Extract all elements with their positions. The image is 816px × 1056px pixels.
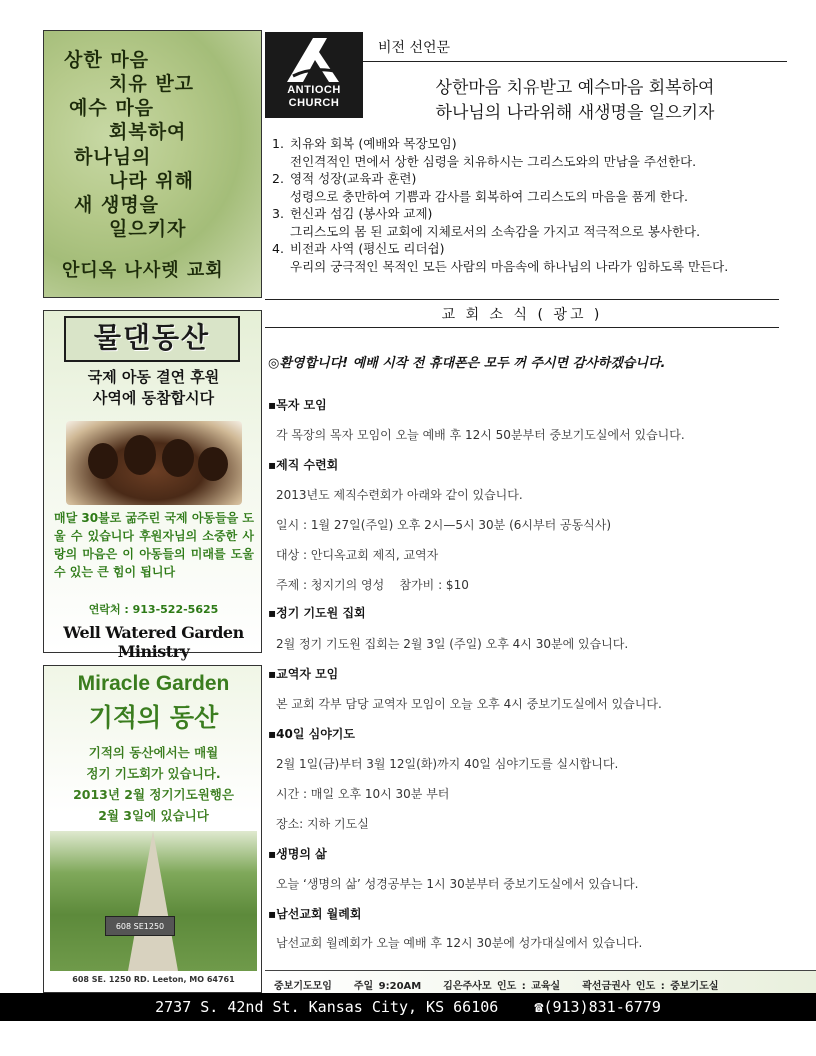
vision-line: 하나님의: [74, 146, 152, 168]
section-line: 장소: 지하 기도실: [276, 817, 369, 831]
vision-line: 회복하여: [109, 121, 187, 143]
section-title: ▪제직 수련회: [268, 458, 339, 472]
section-line: 2월 1일(금)부터 3월 12일(화)까지 40일 심야기도를 실시합니다.: [276, 757, 619, 771]
goals-list: [272, 135, 787, 275]
sponsorship-ad: [43, 310, 262, 661]
section-line: 주제 : 청지기의 영성 참가비 : $10: [276, 578, 469, 592]
ad-title: 물댄동산: [93, 321, 211, 354]
goal-item: 1. 치유와 회복 (예배와 목장모임): [272, 136, 457, 151]
section-title: ▪남선교회 월례회: [268, 907, 362, 921]
goal-desc: 그리스도의 몸 된 교회에 지체로서의 소속감을 가지고 적극적으로 봉사한다.: [290, 223, 701, 239]
ad-body: 매달 30불로 굶주린 국제 아동들을 도울 수 있습니다 후원자님의 소중한 사랑의 마음은 이 아동들의 미래를 도울 수 있는 큰 힘이 됩니다: [54, 511, 254, 579]
section-title: ▪정기 기도원 집회: [268, 606, 366, 620]
section-title: ▪목자 모임: [268, 398, 327, 412]
goal-item: 4. 비전과 사역 (평신도 리더쉽): [272, 241, 445, 256]
vision-panel: [43, 30, 262, 298]
divider: [265, 299, 779, 300]
section-line: 본 교회 각부 담당 교역자 모임이 오늘 오후 4시 중보기도실에서 있습니다.: [276, 697, 662, 711]
welcome-notice: ◎환영합니다! 예배 시작 전 휴대폰은 모두 꺼 주시면 감사하겠습니다.: [268, 356, 666, 371]
section-title: ▪40일 심야기도: [268, 727, 355, 741]
section-line: 남선교회 월례회가 오늘 예배 후 12시 30분에 성가대실에서 있습니다.: [276, 936, 643, 950]
vision-line: 일으키자: [109, 218, 187, 240]
garden-road-photo: [50, 831, 257, 971]
children-photo: [66, 421, 242, 505]
divider: [363, 61, 787, 62]
goal-item: 3. 헌신과 섬김 (봉사와 교제): [272, 206, 433, 221]
ministry-name: Well Watered Garden Ministry: [63, 623, 244, 661]
vision-statement: [363, 76, 787, 126]
section-line: 오늘 ‘생명의 삶’ 성경공부는 1시 30분부터 중보기도실에서 있습니다.: [276, 877, 639, 891]
ad-contact: 연락처 : 913-522-5625: [88, 603, 219, 616]
statement-line: 하나님의 나라위해 새생명을 일으키자: [435, 103, 715, 123]
garden-body-line: 2013년 2월 정기기도원행은: [73, 787, 234, 802]
goal-item: 2. 영적 성장(교육과 훈련): [272, 171, 417, 186]
section-line: 2월 정기 기도원 집회는 2월 3일 (주일) 오후 4시 30분에 있습니다.: [276, 637, 629, 651]
garden-body-line: 정기 기도회가 있습니다.: [86, 766, 221, 781]
section-line: 대상 : 안디옥교회 제직, 교역자: [276, 548, 439, 562]
vision-line: 상한 마음: [64, 49, 150, 71]
garden-title-en: Miracle Garden: [77, 672, 230, 695]
logo-a-icon: [283, 36, 343, 84]
vision-heading: 비전 선언문: [378, 40, 451, 56]
garden-address: 608 SE. 1250 RD. Leeton, MO 64761: [72, 975, 235, 984]
mailbox-sign: 608 SE1250: [105, 916, 175, 936]
address-footer: 2737 S. 42nd St. Kansas City, KS 66106 ☎(913)831-6779: [0, 993, 816, 1021]
news-heading: 교 회 소 식 ( 광고 ): [441, 307, 603, 323]
garden-body-line: 기적의 동산에서는 매월: [88, 745, 219, 760]
section-title: ▪교역자 모임: [268, 667, 339, 681]
ad-title-box: [64, 316, 240, 362]
garden-title-ko: 기적의 동산: [88, 703, 219, 732]
section-line: 시간 : 매일 오후 10시 30분 부터: [276, 787, 450, 801]
section-line: 일시 : 1월 27일(주일) 오후 2시—5시 30분 (6시부터 공동식사): [276, 518, 612, 532]
road-shape: [128, 831, 178, 971]
divider: [265, 327, 779, 328]
logo-line: ANTIOCH: [287, 84, 341, 96]
garden-body: [44, 742, 263, 826]
section-line: 각 목장의 목자 모임이 오늘 예배 후 12시 50분부터 중보기도실에서 있습니다.: [276, 428, 685, 442]
vision-line: 치유 받고: [109, 73, 195, 95]
goal-desc: 우리의 궁극적인 목적인 모든 사람의 마음속에 하나님의 나라가 임하도록 만든다.: [290, 258, 729, 274]
ad-subtitle: 국제 아동 결연 후원 사역에 동참합시다: [87, 368, 220, 407]
vision-line: 나라 위해: [109, 170, 195, 192]
section-line: 2013년도 제직수련회가 아래와 같이 있습니다.: [276, 488, 523, 502]
garden-body-line: 2월 3일에 있습니다: [98, 808, 209, 823]
section-title: ▪생명의 삶: [268, 847, 327, 861]
miracle-garden-panel: [43, 665, 262, 993]
logo-line: CHURCH: [288, 97, 340, 109]
statement-line: 상한마음 치유받고 예수마음 회복하여: [435, 78, 715, 98]
church-name: 안디옥 나사렛 교회: [62, 260, 224, 281]
prayer-meeting-info: 중보기도모임 주일 9:20AM 김은주사모 인도 : 교육실 곽선금권사 인도 : 중보기도실: [274, 981, 719, 992]
antioch-church-logo: [265, 32, 363, 118]
logo-text: [265, 84, 363, 110]
vision-line: 새 생명을: [74, 194, 160, 216]
goal-desc: 전인격적인 면에서 상한 심령을 치유하시는 그리스도와의 만남을 주선한다.: [290, 153, 697, 169]
goal-desc: 성령으로 충만하여 기쁨과 감사를 회복하여 그리스도의 마음을 품게 한다.: [290, 188, 689, 204]
vision-line: 예수 마음: [69, 97, 155, 119]
